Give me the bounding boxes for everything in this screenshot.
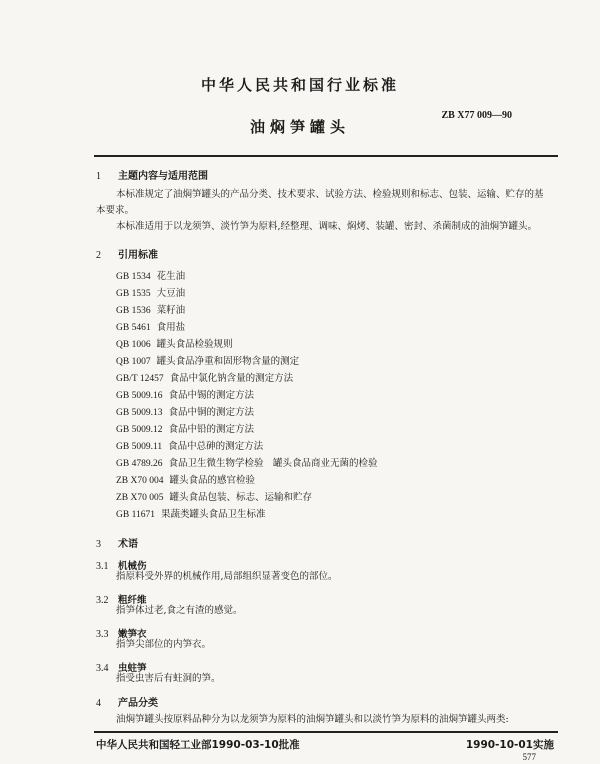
term-heading: 3.3 嫩笋衣: [96, 629, 147, 640]
reference-item: ZB X70 004 罐头食品的感官检验: [116, 475, 256, 486]
reference-item: GB/T 12457 食品中氯化钠含量的测定方法: [116, 373, 294, 384]
section-1-paragraph-1-line-2: 本要求。: [96, 205, 135, 216]
footer-divider: [94, 731, 558, 733]
approval-statement: 中华人民共和国轻工业部1990-03-10批准: [96, 739, 300, 751]
section-4-paragraph: 油焖笋罐头按原料品种分为以龙须笋为原料的油焖笋罐头和以淡竹笋为原料的油焖笋罐头两类:: [116, 714, 509, 725]
term-heading: 3.4 虫蛀笋: [96, 663, 147, 674]
section-2-heading: [96, 246, 158, 261]
reference-item: GB 5009.11 食品中总砷的测定方法: [116, 441, 264, 452]
section-title: 术语: [118, 539, 138, 550]
reference-item: GB 1534 花生油: [116, 271, 186, 282]
section-title: 产品分类: [118, 698, 158, 709]
document-title: 油焖笋罐头: [249, 118, 350, 136]
page-number: 577: [522, 752, 536, 762]
section-1-paragraph-1-line-1: 本标准规定了油焖笋罐头的产品分类、技术要求、试验方法、检验规则和标志、包装、运输、贮存的基: [116, 189, 544, 200]
reference-item: GB 5009.16 食品中锡的测定方法: [116, 390, 254, 401]
reference-item: GB 5009.12 食品中铅的测定方法: [116, 424, 254, 435]
document-issuer-title: 中华人民共和国行业标准: [200, 76, 399, 94]
term-heading: 3.1 机械伤: [96, 561, 147, 572]
implementation-date: 1990-10-01实施: [465, 739, 554, 751]
term-definition: 指笋体过老,食之有渣的感觉。: [116, 605, 243, 616]
section-number: 2: [96, 250, 101, 261]
section-number: 1: [96, 171, 101, 182]
reference-item: GB 11671 果蔬类罐头食品卫生标准: [116, 509, 266, 520]
section-number: 4: [96, 698, 101, 709]
section-title: 引用标准: [118, 250, 158, 261]
section-1-paragraph-2: 本标准适用于以龙须笋、淡竹笋为原料,经整理、调味、焖烤、装罐、密封、杀菌制成的油焖笋罐头。: [116, 221, 538, 232]
reference-item: GB 1535 大豆油: [116, 288, 186, 299]
reference-item: QB 1006 罐头食品检验规则: [116, 339, 233, 350]
section-number: 3: [96, 539, 101, 550]
reference-item: QB 1007 罐头食品净重和固形物含量的测定: [116, 356, 300, 367]
standard-code: ZB X77 009—90: [441, 110, 512, 121]
section-3-heading: [96, 535, 138, 550]
section-1-heading: [96, 167, 208, 182]
section-4-heading: [96, 694, 158, 709]
header-divider: [94, 155, 558, 157]
term-definition: 指笋尖部位的内笋衣。: [116, 639, 212, 650]
term-definition: 指受虫害后有蛀洞的笋。: [116, 673, 221, 684]
reference-item: ZB X70 005 罐头食品包装、标志、运输和贮存: [116, 492, 313, 503]
term-definition: 指原料受外界的机械作用,局部组织显著变色的部位。: [116, 571, 338, 582]
term-heading: 3.2 粗纤维: [96, 595, 147, 606]
reference-item: GB 5009.13 食品中铜的测定方法: [116, 407, 254, 418]
reference-item: GB 4789.26 食品卫生微生物学检验 罐头食品商业无菌的检验: [116, 458, 378, 469]
section-title: 主题内容与适用范围: [118, 171, 208, 182]
reference-item: GB 1536 菜籽油: [116, 305, 186, 316]
reference-item: GB 5461 食用盐: [116, 322, 186, 333]
